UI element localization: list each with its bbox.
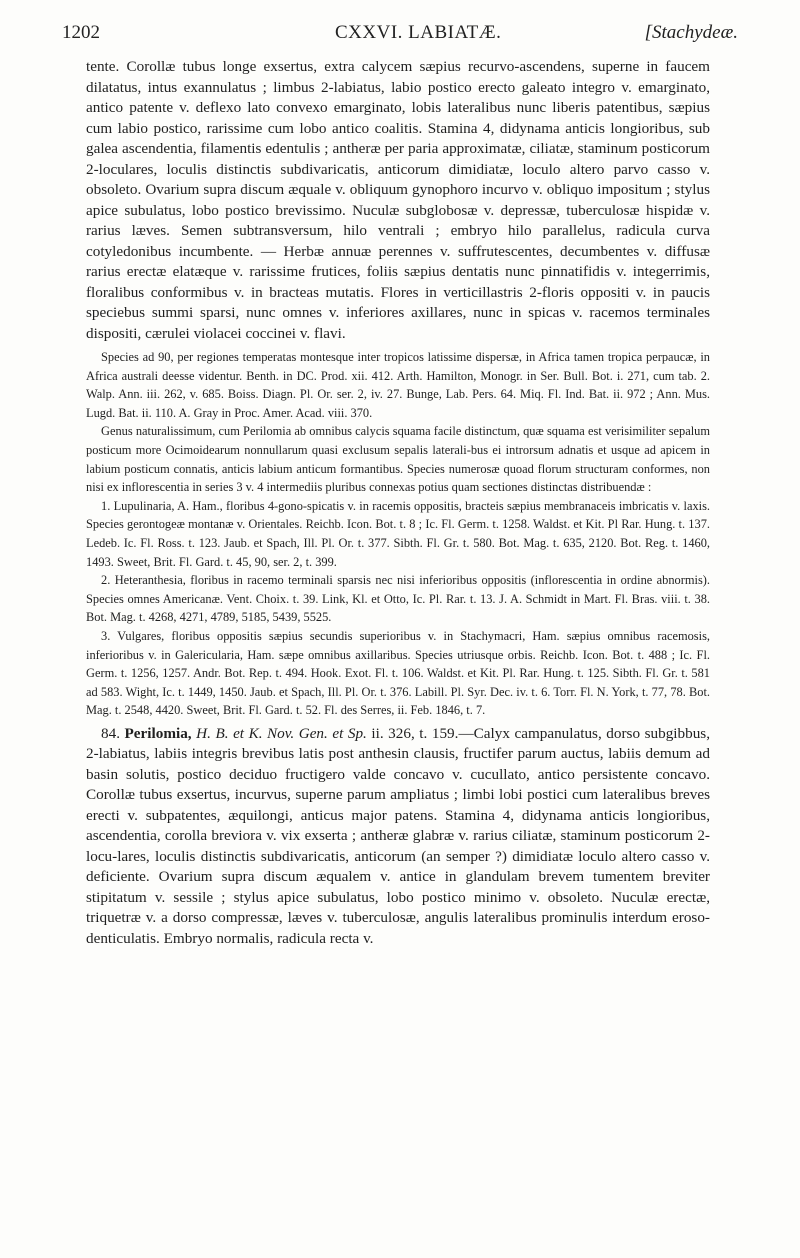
genus-description-paragraph: tente. Corollæ tubus longe exsertus, extra calycem sæpius recurvo-ascendens, superne in faucem dilatatus, intus exannulatus ; limbus 2-labiatus, labio postico erecto galeato integro v. emarginato, antico patente v. deflexo lato convexo emarginato, lobis lateralibus nunc liberis patentibus, sæpius cum labio postico, rarissime cum lobo antico coalitis. Stamina 4, didynama anticis longioribus, sub galea ascendentia, filamentis edentulis ; antheræ per paria approximatæ, ciliatæ, staminum posticorum 2-loculares, loculis distinctis subdivaricatis, anticorum dimidiatæ, loculo altero parvo casso v. obsoleto. Ovarium supra discum æquale v. obliquum gynophoro incurvo v. obliquo impositum ; stylus apice subulatus, lobo postico brevissimo. Nuculæ subglobosæ v. depressæ, tuberculosæ hispidæ v. rarius læves. Semen subtransversum, hilo ventrali ; embryo hilo parallelus, radicula curva cotyledonibus incumbente. — Herbæ annuæ perennes v. suffrutescentes, decumbentes v. diffusæ rarius erectæ elatæque v. rarissime frutices, foliis sæpius dentatis nunc pinnatifidis v. integerrimis, floralibus conformibus v. in bracteas mutatis. Flores in verticillastris 2-floris oppositi v. in paucis speciebus summi sparsi, nunc omnes v. inferiores axillares, nunc in spicas v. racemos terminales dispositi, cærulei violacei coccinei v. flavi. bbox=[86, 58, 710, 342]
genus-description: ii. 326, t. 159.—Calyx campanulatus, dorso subgibbus, 2-labiatus, labiis integris brevibus latis post anthesin clausis, fructifer parum auctus, labiis demum ad basin solutis, postico deciduo fructigero valde concavo v. cucullato, antico persistente concavo. Corollæ tubus exsertus, incurvus, superne parum ampliatus ; limbi lobi postici cum lateralibus breves erecti v. subpatentes, æquilongi, anticus major patens. Stamina 4, didynama anticis longioribus, ascendentia, corolla breviora v. vix exserta ; antheræ glabræ v. rarius ciliatæ, staminum posticorum 2-locu-lares, loculis distinctis subdivaricatis, anticorum (an semper ?) dimidiatæ loculo altero casso v. deficiente. Ovarium supra discum æqualem v. antice in glandulam brevem tumentem breviter stipitatum v. sessile ; stylus apice subulatus, lobo postico minimo v. obsoleto. Nuculæ erectæ, triquetræ v. a dorso compressæ, læves v. tuberculosæ, angulis lateralibus prominulis interdum eroso-denticulatis. Embryo normalis, radicula recta v. bbox=[86, 724, 710, 947]
tribe-title: [Stachydeæ. bbox=[644, 22, 738, 43]
order-title: CXXVI. LABIATÆ. bbox=[335, 22, 502, 43]
genus-authority: H. B. et K. Nov. Gen. et Sp. bbox=[196, 724, 367, 742]
species-distribution-paragraph: Species ad 90, per regiones temperatas montesque inter tropicos latissime dispersæ, in Africa tamen tropica perpaucæ, in Africa australi deesse videntur. Benth. in DC. Prod. xii. 412. Arth. Hamilton, Monogr. in Ser. Bull. Bot. i. 271, cum tab. 2. Walp. Ann. iii. 262, v. 685. Boiss. Diagn. Pl. Or. ser. 2, iv. 27. Bunge, Lab. Pers. 64. Miq. Fl. Ind. Bat. ii. 972 ; Ann. Mus. Lugd. Bat. ii. 110. A. Gray in Proc. Amer. Acad. viii. 370. bbox=[86, 350, 710, 420]
running-header bbox=[62, 22, 738, 46]
page-number: 1202 bbox=[62, 22, 100, 43]
genus-perilomia-paragraph bbox=[86, 724, 710, 950]
section-lupulinaria: 1. Lupulinaria, A. Ham., floribus 4-gono-spicatis v. in racemis oppositis, bracteis sæpius membranaceis imbricatis v. laxis. Species gerontogeæ montanæ v. Orientales. Reichb. Icon. Bot. t. 8 ; Ic. Fl. Germ. t. 1258. Waldst. et Kit. Pl Rar. Hung. t. 137. Ledeb. Ic. Fl. Ross. t. 123. Jaub. et Spach, Ill. Pl. Or. t. 377. Sibth. Fl. Gr. t. 580. Bot. Mag. t. 635, 2120. Bot. Reg. t. 1460, 1493. Sweet, Brit. Fl. Gard. t. 45, 90, ser. 2, t. 399. bbox=[86, 498, 710, 569]
section-heteranthesia: 2. Heteranthesia, floribus in racemo terminali sparsis nec nisi inferioribus oppositis (inflorescentia in ordine abnormis). Species omnes Americanæ. Vent. Choix. t. 39. Link, Kl. et Otto, Ic. Pl. Rar. t. 13. J. A. Schmidt in Mart. Fl. Bras. viii. t. 38. Bot. Mag. t. 4268, 4271, 4789, 5185, 5439, 5525. bbox=[86, 573, 710, 625]
genus-name: Perilomia, bbox=[124, 724, 192, 742]
genus-number: 84. bbox=[101, 724, 120, 742]
genus-notes-paragraph: Genus naturalissimum, cum Perilomia ab omnibus calycis squama facile distinctum, quæ squama est verisimiliter sepalum posticum more Ocimoidearum nonnullarum quasi exclusum sepalis laterali-bus ei introrsum adnatis et usque ad apicem in labium posticum connatis, anticis labium anticum formantibus. Species numerosæ quoad florum structuram conformes, non nisi ex inflorescentia in series 3 v. 4 intermediis pluribus connexas potius quam sectiones distinctas distribuendæ : bbox=[86, 424, 710, 495]
page-body bbox=[86, 57, 710, 949]
section-vulgares: 3. Vulgares, floribus oppositis sæpius secundis superioribus v. in Stachymacri, Ham. sæpius omnibus racemosis, inferioribus v. in Galericularia, Ham. sæpe omnibus axillaribus. Species utriusque orbis. Reichb. Icon. Bot. t. 488 ; Ic. Fl. Germ. t. 1256, 1257. Andr. Bot. Rep. t. 494. Hook. Exot. Fl. t. 106. Waldst. et Kit. Pl. Rar. Hung. t. 125. Sibth. Fl. Gr. t. 581 ad 583. Wight, Ic. t. 1449, 1450. Jaub. et Spach, Ill. Pl. Or. t. 376. Labill. Pl. Syr. Dec. iv. t. 6. Torr. Fl. N. York, t. 77, 78. Bot. Mag. t. 2548, 4420. Sweet, Brit. Fl. Gard. t. 52. Fl. des Serres, ii. Feb. 1846, t. 7. bbox=[86, 628, 710, 718]
